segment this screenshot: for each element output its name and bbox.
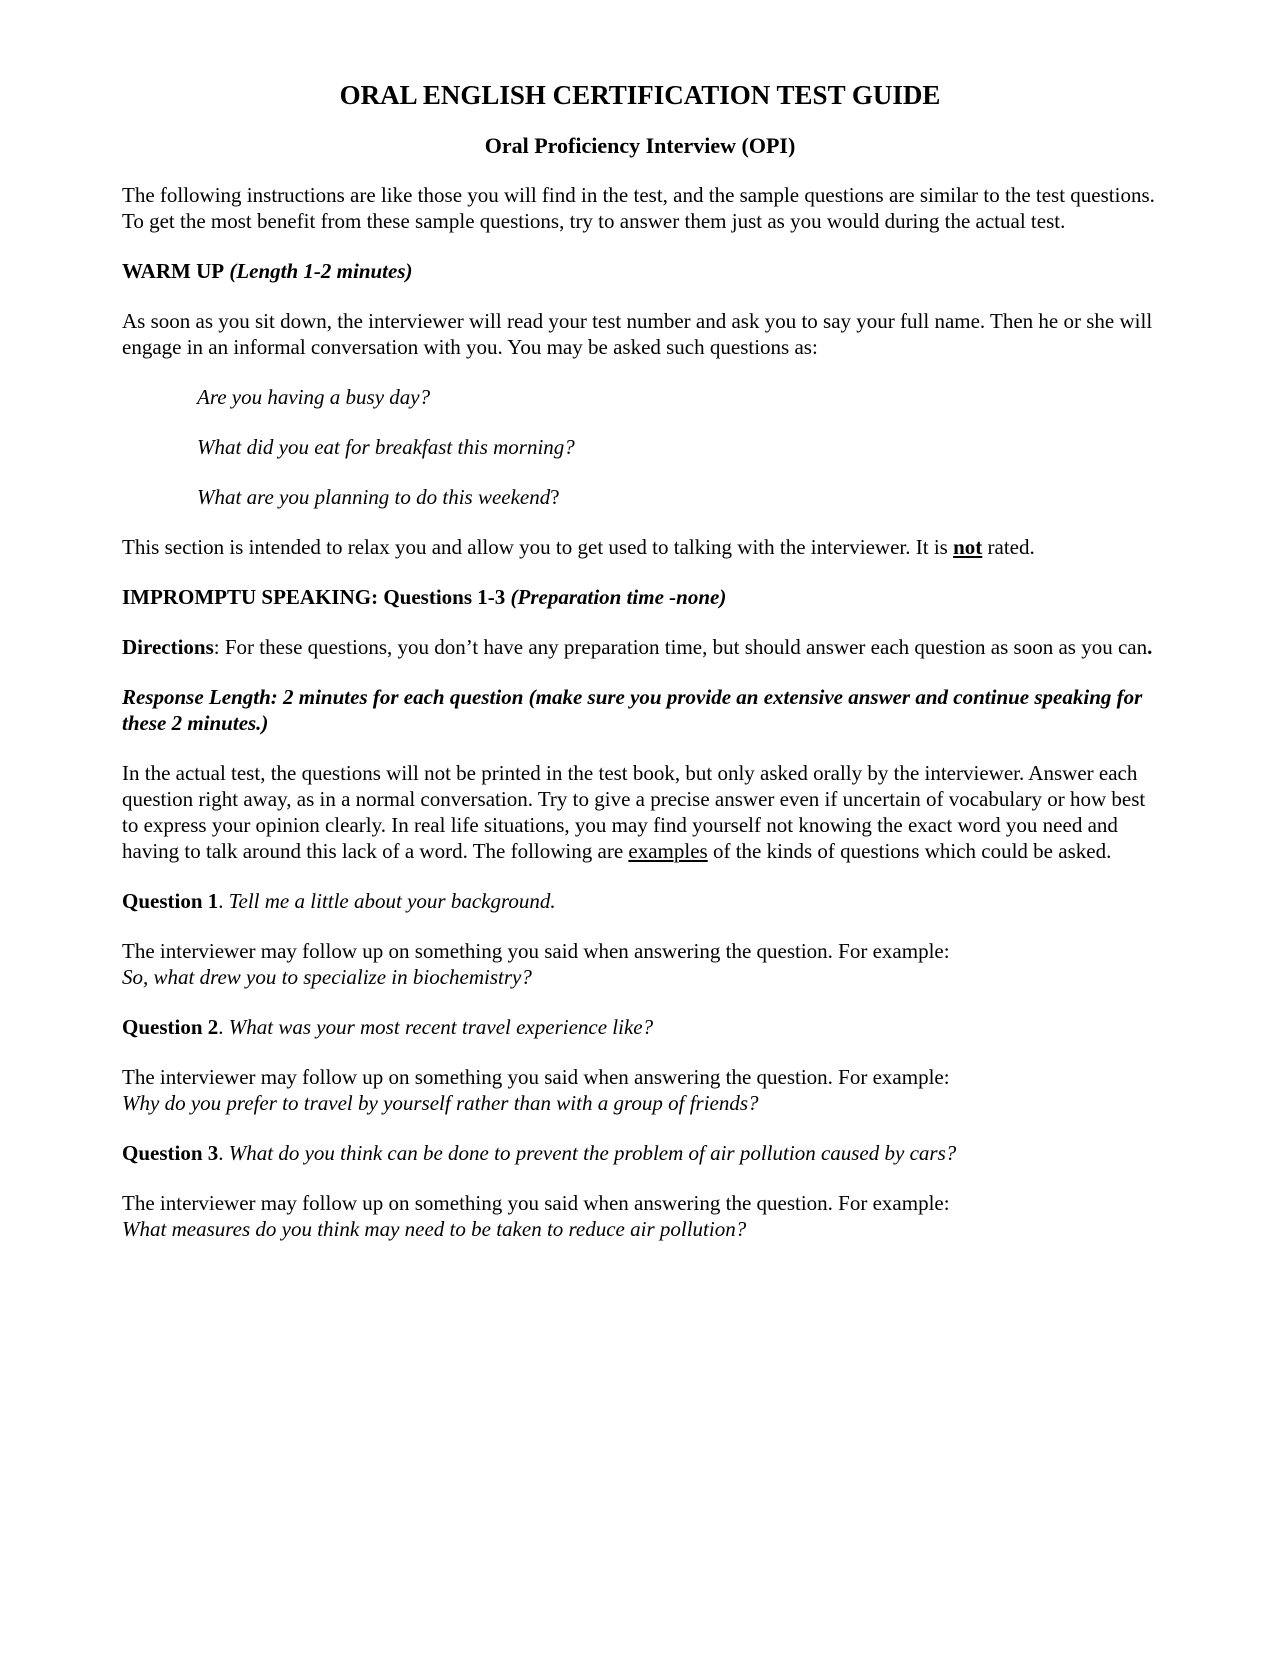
question-1-example: So, what drew you to specialize in biochemistry?	[122, 965, 532, 989]
impromptu-body-after: of the kinds of questions which could be asked.	[707, 839, 1112, 863]
impromptu-body	[122, 760, 1158, 864]
warmup-text: As soon as you sit down, the interviewer will read your test number and ask you to say your full name. Then he or she will engage in an informal conversation with you. You may be asked such questions as:	[122, 309, 1153, 359]
impromptu-prep: (Preparation time -none)	[510, 585, 727, 609]
intro-paragraph: The following instructions are like those you will find in the test, and the sample questions are similar to the test questions. To get the most benefit from these sample questions, try to answer them just as you would during the actual test.	[122, 183, 1155, 233]
question-2	[122, 1014, 1158, 1040]
question-2-sep: .	[218, 1015, 229, 1039]
question-1-label: Question 1	[122, 889, 219, 913]
question-2-label: Question 2	[122, 1015, 219, 1039]
directions-label: Directions	[122, 635, 214, 659]
warmup-heading	[122, 258, 1158, 284]
question-3-sep: .	[218, 1141, 229, 1165]
warmup-heading-label: WARM UP	[122, 259, 225, 283]
warmup-question-1: Are you having a busy day?	[197, 385, 431, 409]
document-subtitle: Oral Proficiency Interview (OPI)	[484, 133, 796, 158]
question-1	[122, 888, 1158, 914]
question-3-label: Question 3	[122, 1141, 219, 1165]
impromptu-body-before: In the actual test, the questions will not be printed in the test book, but only asked orally by the interviewer. Answer each question right away, as in a normal conversation. Try to give a precise answer even if uncertain of vocabulary or how best to express your opinion clearly. In real life situations, you may find yourself not knowing the exact word you need and having to talk around this lack of a word. The following are	[122, 761, 1146, 863]
warmup-note	[122, 534, 1158, 560]
warmup-question-3-mark: ?	[550, 485, 560, 509]
document-page	[122, 78, 1158, 1242]
impromptu-heading	[122, 584, 1158, 610]
question-3	[122, 1140, 1158, 1166]
directions-text: : For these questions, you don’t have any preparation time, but should answer each question as soon as you can	[213, 635, 1148, 659]
warmup-note-before: This section is intended to relax you and allow you to get used to talking with the interviewer. It is	[122, 535, 954, 559]
question-3-example: What measures do you think may need to be taken to reduce air pollution?	[122, 1217, 747, 1241]
question-2-text: What was your most recent travel experience like?	[228, 1015, 654, 1039]
examples-underlined: examples	[628, 839, 708, 863]
question-1-followup: The interviewer may follow up on something you said when answering the question. For example:	[122, 939, 950, 963]
warmup-question-2: What did you eat for breakfast this morning?	[197, 435, 575, 459]
impromptu-directions	[122, 634, 1158, 660]
directions-end: .	[1147, 635, 1153, 659]
warmup-note-after: rated.	[982, 535, 1035, 559]
warmup-question-3-text: What are you planning to do this weekend	[197, 485, 551, 509]
question-2-example: Why do you prefer to travel by yourself rather than with a group of friends?	[122, 1091, 759, 1115]
response-length: Response Length: 2 minutes for each question (make sure you provide an extensive answer and continue speaking for these 2 minutes.)	[122, 685, 1143, 735]
warmup-note-emphasis: not	[953, 535, 983, 559]
question-1-sep: .	[218, 889, 229, 913]
warmup-length: (Length 1-2 minutes)	[229, 259, 413, 283]
question-2-followup: The interviewer may follow up on something you said when answering the question. For example:	[122, 1065, 950, 1089]
document-title: ORAL ENGLISH CERTIFICATION TEST GUIDE	[339, 80, 941, 110]
question-3-text: What do you think can be done to prevent the problem of air pollution caused by cars?	[228, 1141, 957, 1165]
question-3-followup: The interviewer may follow up on something you said when answering the question. For example:	[122, 1191, 950, 1215]
impromptu-heading-label: IMPROMPTU SPEAKING: Questions 1-3	[122, 585, 506, 609]
warmup-question-3	[122, 484, 1158, 510]
question-1-text: Tell me a little about your background.	[228, 889, 556, 913]
